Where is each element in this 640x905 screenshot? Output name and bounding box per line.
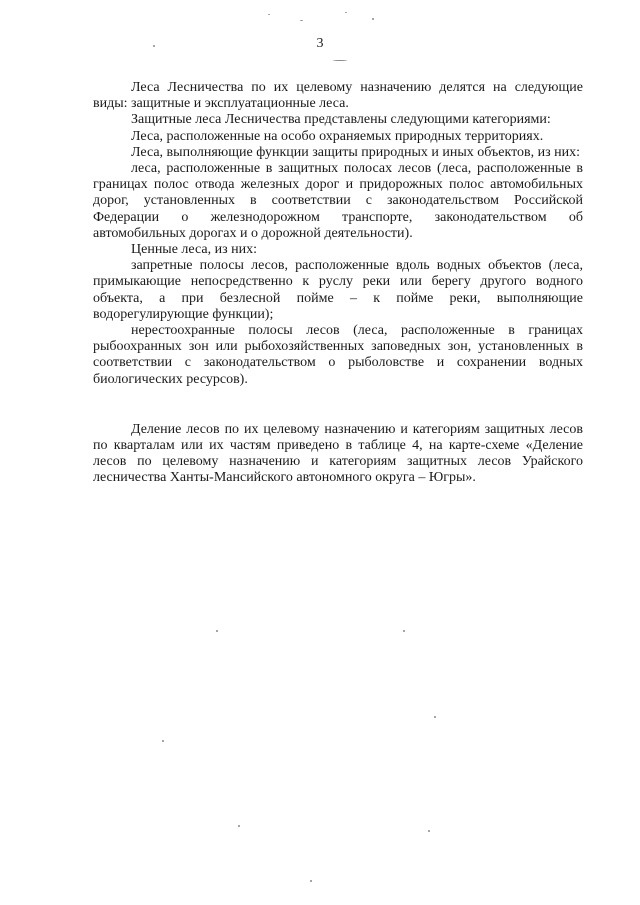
paragraph: Леса, выполняющие функции защиты природных и иных объектов, из них:: [131, 144, 581, 160]
scan-speck: [153, 45, 155, 47]
paragraph: нерестоохранные полосы лесов (леса, расположенные в границах рыбоохранных зон или рыбохозяйственных заповедных зон, установленных в соответствии с законодательством о рыболовстве и сохранении водных биологических ресурсов).: [93, 323, 583, 387]
document-body: [93, 80, 583, 487]
scan-speck: [372, 18, 374, 20]
scan-speck: [333, 60, 347, 61]
scan-speck: [428, 830, 430, 832]
paragraph: Леса Лесничества по их целевому назначению делятся на следующие виды: защитные и эксплуатационные леса.: [93, 80, 583, 112]
scan-speck: [300, 20, 303, 21]
paragraph: Ценные леса, из них:: [131, 242, 257, 258]
scan-speck: [310, 880, 312, 882]
scan-speck: [162, 740, 164, 742]
scan-speck: [238, 825, 240, 827]
scan-speck: [345, 12, 347, 13]
paragraph: запретные полосы лесов, расположенные вдоль водных объектов (леса, примыкающие непосредственно к руслу реки или берегу другого водного объекта, а при безлесной пойме – к пойме реки, выполняющие водорегулирующие функции);: [93, 258, 583, 322]
page-number: 3: [316, 36, 324, 51]
paragraph: леса, расположенные в защитных полосах лесов (леса, расположенные в границах полос отвода железных дорог и придорожных полос автомобильных дорог, установленных в соответствии с законодательством Российской Федерации о железнодорожном транспорте, законодательством об автомобильных дорогах и о дорожной деятельности).: [93, 161, 583, 241]
scan-speck: [216, 630, 218, 632]
scan-speck: [268, 14, 270, 15]
paragraph: Защитные леса Лесничества представлены следующими категориями:: [131, 112, 551, 128]
paragraph: Леса, расположенные на особо охраняемых природных территориях.: [131, 128, 544, 144]
paragraph: Деление лесов по их целевому назначению и категориям защитных лесов по кварталам или их частям приведено в таблице 4, на карте-схеме «Деление лесов по целевому назначению и категориям защитных лесов Урайского лесничества Ханты-Мансийского автономного округа – Югры».: [93, 421, 583, 486]
scan-speck: [434, 716, 436, 718]
scan-speck: [403, 630, 405, 632]
